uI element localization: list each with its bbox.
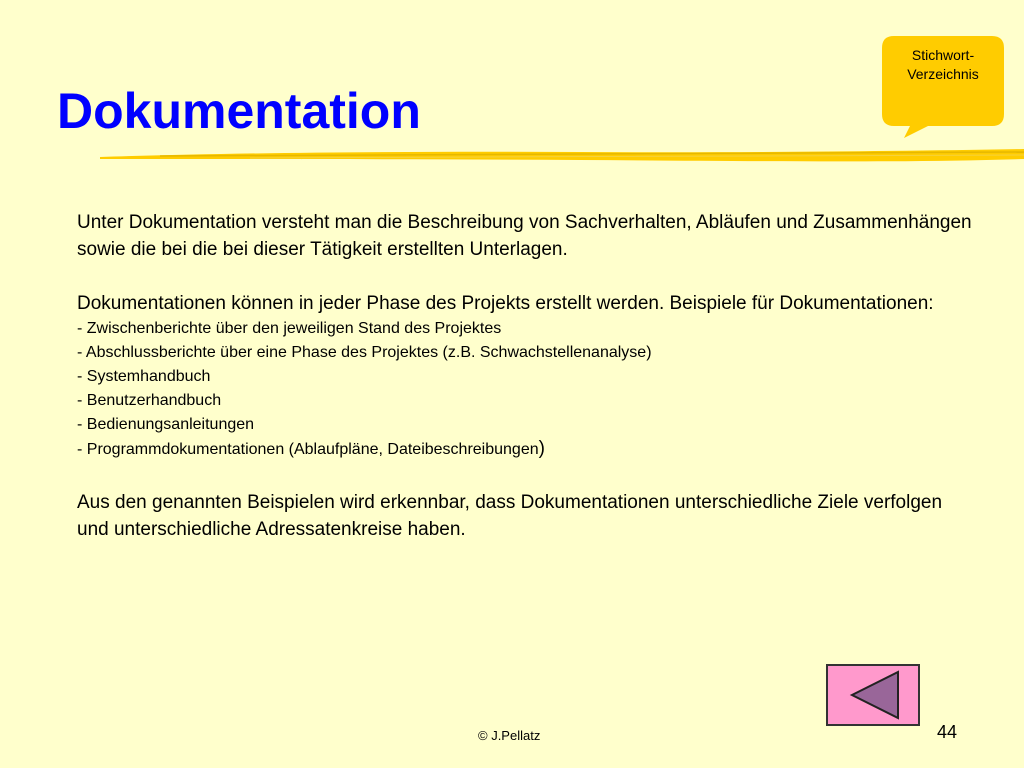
paragraph-definition: Unter Dokumentation versteht man die Beschreibung von Sachverhalten, Abläufen und Zusammenhängen sowie die bei die bei dieser Tätigkeit erstellten Unterlagen. (77, 212, 972, 260)
list-item (77, 437, 977, 462)
slide-title: Dokumentation (57, 83, 421, 139)
paragraph-conclusion: Aus den genannten Beispielen wird erkennbar, dass Dokumentationen unterschiedliche Ziele verfolgen und unterschiedliche Adressatenkreise haben. (77, 492, 943, 540)
list-item: - Benutzerhandbuch (77, 392, 222, 409)
callout-label[interactable] (882, 46, 1004, 84)
stichwort-verzeichnis-callout[interactable] (882, 36, 1004, 138)
spacer (77, 263, 977, 290)
slide-body (77, 209, 977, 543)
spacer (77, 462, 977, 489)
list-item-text: - Programmdokumentationen (Ablaufpläne, Dateibeschreibungen (77, 441, 539, 458)
list-item: - Bedienungsanleitungen (77, 416, 255, 433)
callout-label-line2: Verzeichnis (907, 66, 979, 82)
examples-list (77, 317, 977, 462)
title-underline (100, 143, 1024, 167)
footer-copyright: © J.Pellatz (478, 728, 541, 743)
paragraph-examples-intro: Dokumentationen können in jeder Phase des Projekts erstellt werden. Beispiele für Dokumentationen: (77, 293, 934, 314)
list-item: - Abschlussberichte über eine Phase des Projektes (z.B. Schwachstellenanalyse) (77, 344, 652, 361)
closing-parenthesis: ) (538, 438, 545, 459)
list-item: - Zwischenberichte über den jeweiligen Stand des Projektes (77, 320, 502, 337)
page-number: 44 (937, 722, 958, 742)
back-triangle-icon (828, 666, 918, 724)
back-button[interactable] (826, 664, 920, 726)
list-item: - Systemhandbuch (77, 368, 211, 385)
callout-label-line1: Stichwort- (911, 47, 975, 63)
